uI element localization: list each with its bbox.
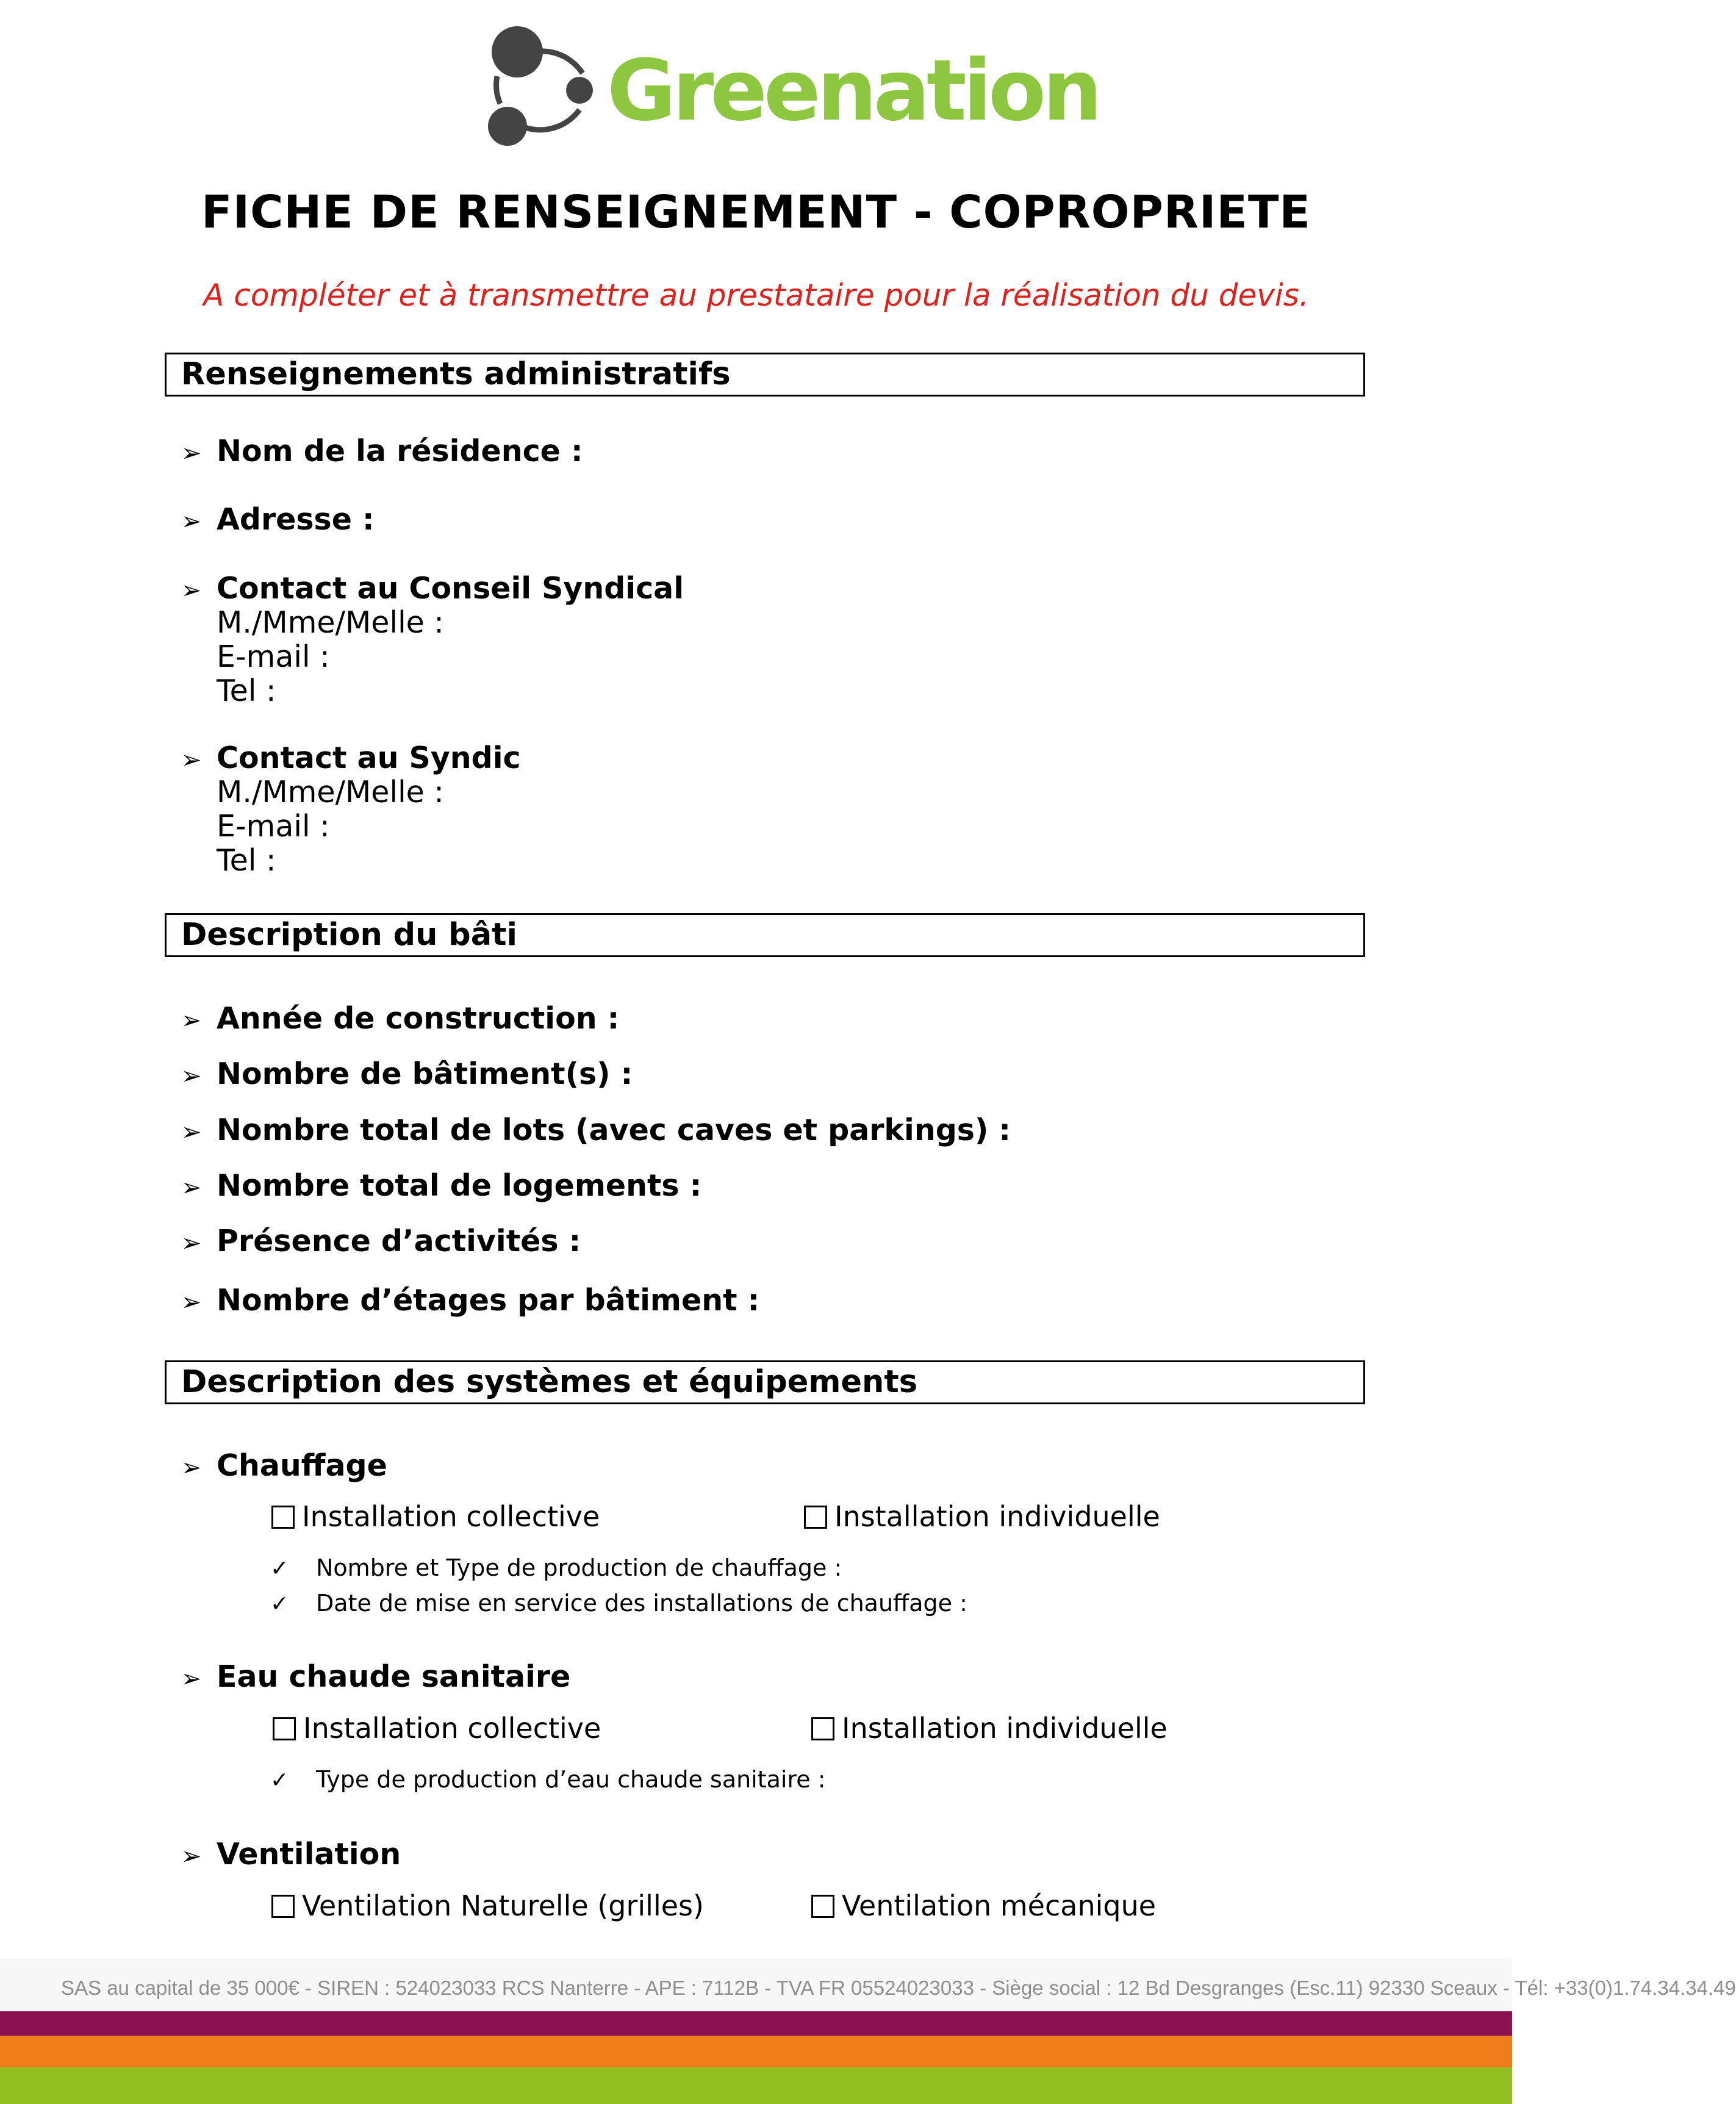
arrow-bullet-icon: ➢ xyxy=(181,439,202,467)
checkbox-label: Ventilation mécanique xyxy=(842,1889,1157,1922)
field-label: Chauffage xyxy=(217,1448,387,1483)
contact-syndic-email: E-mail : xyxy=(217,809,330,844)
checkmark-icon: ✓ xyxy=(270,1768,289,1793)
field-label: Ventilation xyxy=(217,1837,401,1872)
contact-cs-name: M./Mme/Melle : xyxy=(217,605,444,640)
field-nom-residence xyxy=(181,434,583,470)
field-contact-syndic xyxy=(181,741,521,777)
field-presence-activites xyxy=(181,1224,581,1260)
arrow-bullet-icon: ➢ xyxy=(181,1288,202,1316)
field-label: Nom de la résidence : xyxy=(217,434,583,469)
check-label: Nombre et Type de production de chauffage : xyxy=(316,1554,842,1581)
checkbox-label: Installation individuelle xyxy=(834,1500,1160,1533)
field-annee-construction xyxy=(181,1002,619,1038)
field-label: Eau chaude sanitaire xyxy=(217,1659,571,1694)
check-label: Type de production d’eau chaude sanitaire : xyxy=(316,1766,826,1793)
checkbox-icon[interactable] xyxy=(811,1895,834,1918)
checkbox-label: Ventilation Naturelle (grilles) xyxy=(302,1889,704,1922)
chauffage-check-item xyxy=(270,1553,842,1584)
footer-stripe-purple xyxy=(0,2011,1512,2036)
arrow-bullet-icon: ➢ xyxy=(181,746,202,774)
field-label: Adresse : xyxy=(217,502,375,537)
arrow-bullet-icon: ➢ xyxy=(181,1007,202,1035)
field-ventilation xyxy=(181,1837,401,1873)
checkbox-icon[interactable] xyxy=(271,1506,295,1529)
arrow-bullet-icon: ➢ xyxy=(181,1665,202,1693)
checkbox-label: Installation collective xyxy=(302,1500,600,1533)
arrow-bullet-icon: ➢ xyxy=(181,1062,202,1090)
ecs-collective-checkbox[interactable] xyxy=(273,1711,601,1745)
chauffage-collective-checkbox[interactable] xyxy=(271,1499,600,1534)
checkmark-icon: ✓ xyxy=(270,1556,289,1581)
checkbox-icon[interactable] xyxy=(804,1506,827,1529)
arrow-bullet-icon: ➢ xyxy=(181,1454,202,1482)
chauffage-check-item xyxy=(270,1588,967,1620)
arrow-bullet-icon: ➢ xyxy=(181,1118,202,1146)
field-nombre-etages xyxy=(181,1284,759,1319)
arrow-bullet-icon: ➢ xyxy=(181,508,202,536)
field-adresse xyxy=(181,503,375,539)
section-heading-bati: Description du bâti xyxy=(165,913,1365,957)
checkbox-label: Installation individuelle xyxy=(842,1712,1167,1745)
field-label: Nombre total de lots (avec caves et parkings) : xyxy=(217,1113,1011,1147)
checkmark-icon: ✓ xyxy=(270,1592,289,1617)
arrow-bullet-icon: ➢ xyxy=(181,1842,202,1870)
field-label: Nombre total de logements : xyxy=(217,1168,702,1203)
page-title: FICHE DE RENSEIGNEMENT - COPROPRIETE xyxy=(201,186,1311,239)
field-label: Contact au Conseil Syndical xyxy=(217,571,684,606)
greenation-logo xyxy=(476,18,1099,149)
section-heading-systemes: Description des systèmes et équipements xyxy=(165,1360,1365,1404)
checkbox-icon[interactable] xyxy=(271,1895,295,1918)
arrow-bullet-icon: ➢ xyxy=(181,1174,202,1202)
ecs-individuelle-checkbox[interactable] xyxy=(811,1711,1167,1745)
check-label: Date de mise en service des installations de chauffage : xyxy=(316,1590,967,1617)
footer-stripe-green xyxy=(0,2067,1512,2104)
field-eau-chaude xyxy=(181,1660,570,1696)
field-nombre-logements xyxy=(181,1169,701,1205)
checkbox-icon[interactable] xyxy=(273,1717,296,1740)
logo-wordmark: Greenation xyxy=(607,41,1099,140)
contact-cs-tel: Tel : xyxy=(217,673,276,708)
ventilation-mecanique-checkbox[interactable] xyxy=(811,1889,1156,1923)
greenation-mark-icon xyxy=(476,18,607,149)
footer-stripe-orange xyxy=(0,2036,1512,2067)
field-nombre-lots xyxy=(181,1113,1011,1149)
section-heading-admin: Renseignements administratifs xyxy=(165,353,1365,397)
field-label: Année de construction : xyxy=(217,1001,620,1036)
page-subtitle: A compléter et à transmettre au prestataire pour la réalisation du devis. xyxy=(203,278,1309,313)
contact-cs-email: E-mail : xyxy=(217,639,330,674)
chauffage-individuelle-checkbox[interactable] xyxy=(804,1499,1160,1534)
field-label: Nombre d’étages par bâtiment : xyxy=(217,1283,760,1318)
field-label: Contact au Syndic xyxy=(217,741,521,775)
checkbox-label: Installation collective xyxy=(303,1712,601,1745)
checkbox-icon[interactable] xyxy=(811,1717,834,1740)
field-label: Nombre de bâtiment(s) : xyxy=(217,1057,633,1091)
contact-syndic-tel: Tel : xyxy=(217,843,276,878)
arrow-bullet-icon: ➢ xyxy=(181,1229,202,1257)
footer-legal-text: SAS au capital de 35 000€ - SIREN : 524023033 RCS Nanterre - APE : 7112B - TVA FR 05524023033 - Siège social : 12 Bd Desgranges (Esc.11) 92330 Sceaux - Tél: +33(0)1.74.34.34.49 xyxy=(61,1977,1736,1999)
field-nombre-batiments xyxy=(181,1057,633,1093)
field-label: Présence d’activités : xyxy=(217,1224,581,1258)
field-contact-cs xyxy=(181,572,684,608)
ventilation-naturelle-checkbox[interactable] xyxy=(271,1889,704,1923)
ecs-check-item xyxy=(270,1764,826,1796)
field-chauffage xyxy=(181,1449,387,1485)
arrow-bullet-icon: ➢ xyxy=(181,576,202,605)
contact-syndic-name: M./Mme/Melle : xyxy=(217,775,444,810)
